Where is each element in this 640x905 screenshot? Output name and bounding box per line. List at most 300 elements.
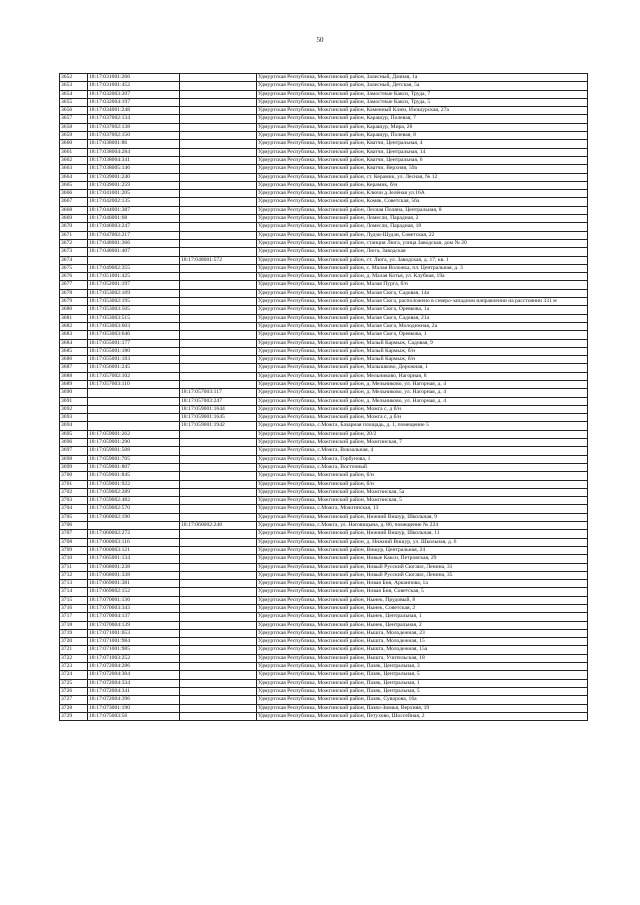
address-cell: Удмуртская Республика, Можгинский район, Новая Бия, Советская, 5 <box>257 588 588 596</box>
cadastral-number-cell: 18:17:059001:290 <box>88 439 180 447</box>
address-cell: Удмуртская Республика, с.Можга, ул. Наговицына, д. 86, помещение № 224 <box>257 522 588 530</box>
cadastral-number-cell: 18:17:038004:284 <box>88 148 180 156</box>
room-cadastral-number-cell <box>180 430 257 438</box>
row-number-cell: 3679 <box>60 298 88 306</box>
room-cadastral-number-cell <box>180 580 257 588</box>
address-cell: Удмуртская Республика, Можгинский район, Нижний Вишур, Школьная, 11 <box>257 530 588 538</box>
address-cell: Удмуртская Республика, Можгинский район, станция Люга, улица Заводская, дом № 20 <box>257 239 588 247</box>
address-cell: Удмуртская Республика, Можгинский район, б/н <box>257 472 588 480</box>
table-row <box>60 74 588 82</box>
address-cell: Удмуртская Республика, Можгинский район, Малая Сюга, Оревкова, 1 <box>257 331 588 339</box>
table-row <box>60 264 588 272</box>
room-cadastral-number-cell <box>180 364 257 372</box>
table-row <box>60 389 588 397</box>
room-cadastral-number-cell <box>180 181 257 189</box>
row-number-cell: 3687 <box>60 364 88 372</box>
row-number-cell: 3701 <box>60 480 88 488</box>
row-number-cell: 3676 <box>60 273 88 281</box>
cadastral-number-cell: 18:17:053002:195 <box>88 298 180 306</box>
table-row <box>60 563 588 571</box>
table-row <box>60 439 588 447</box>
table-row <box>60 513 588 521</box>
table-body <box>60 74 588 721</box>
row-number-cell: 3688 <box>60 372 88 380</box>
row-number-cell: 3714 <box>60 588 88 596</box>
row-number-cell: 3715 <box>60 596 88 604</box>
row-number-cell: 3708 <box>60 538 88 546</box>
table-row <box>60 306 588 314</box>
cadastral-number-cell: 18:17:038004:341 <box>88 156 180 164</box>
cadastral-number-cell: 18:17:031001:452 <box>88 82 180 90</box>
cadastral-number-cell <box>88 422 180 430</box>
address-cell: Удмуртская Республика, Можгинский район, Пазяк, Центральная, 3 <box>257 663 588 671</box>
address-cell: Удмуртская Республика, Можгинский район, Новый Русский Сюгаил, Ленина, 31 <box>257 563 588 571</box>
address-cell: Удмуртская Республика, Можгинский район, Ломесли, Парадная, 18 <box>257 223 588 231</box>
table-row <box>60 671 588 679</box>
row-number-cell: 3652 <box>60 74 88 82</box>
row-number-cell: 3724 <box>60 671 88 679</box>
row-number-cell: 3718 <box>60 621 88 629</box>
cadastral-number-cell <box>88 389 180 397</box>
row-number-cell: 3728 <box>60 704 88 712</box>
row-number-cell: 3659 <box>60 132 88 140</box>
table-row <box>60 463 588 471</box>
table-row <box>60 646 588 654</box>
address-cell: Удмуртская Республика, Можгинский район, с. Малая Воложка, пл. Центральная, д. 3 <box>257 264 588 272</box>
room-cadastral-number-cell <box>180 115 257 123</box>
cadastral-number-cell: 18:17:037002:134 <box>88 115 180 123</box>
cadastral-number-cell: 18:17:065001:134 <box>88 555 180 563</box>
cadastral-number-cell: 18:17:059002:482 <box>88 497 180 505</box>
cadastral-number-cell: 18:17:059001:922 <box>88 480 180 488</box>
row-number-cell: 3722 <box>60 654 88 662</box>
row-number-cell: 3711 <box>60 563 88 571</box>
table-row <box>60 190 588 198</box>
room-cadastral-number-cell <box>180 380 257 388</box>
cadastral-number-cell: 18:17:037002:138 <box>88 123 180 131</box>
address-cell: Удмуртская Республика, Можгинский район, б/н <box>257 480 588 488</box>
cadastral-number-cell: 18:17:072004:286 <box>88 663 180 671</box>
address-cell: Удмуртская Республика, с.Можга, Горбунова, 1 <box>257 455 588 463</box>
room-cadastral-number-cell <box>180 82 257 90</box>
room-cadastral-number-cell <box>180 605 257 613</box>
address-cell: Удмуртская Республика, Можгинский район, Лудзи-Шудзи, Советская, 22 <box>257 231 588 239</box>
page-number: 50 <box>316 36 324 44</box>
cadastral-number-cell: 18:17:032003:207 <box>88 90 180 98</box>
row-number-cell: 3713 <box>60 580 88 588</box>
address-cell: Удмуртская Республика, Можгинский район, 20/2 <box>257 430 588 438</box>
row-number-cell: 3721 <box>60 646 88 654</box>
cadastral-number-cell: 18:17:071001:985 <box>88 646 180 654</box>
row-number-cell: 3661 <box>60 148 88 156</box>
address-cell: Удмуртская Республика, Можгинский район, Комяк, Советская, 56а <box>257 198 588 206</box>
address-cell: Удмуртская Республика, Можгинский район, Малая Сюга, расположено в северо-западном направлении на расстоянии 331 м <box>257 298 588 306</box>
table-row <box>60 372 588 380</box>
row-number-cell: 3678 <box>60 289 88 297</box>
address-cell: Удмуртская Республика, Можгинский район, Пазял-Зюмья, Верхняя, 19 <box>257 704 588 712</box>
room-cadastral-number-cell <box>180 447 257 455</box>
cadastral-number-cell: 18:17:070001:136 <box>88 596 180 604</box>
room-cadastral-number-cell <box>180 439 257 447</box>
cadastral-number-cell: 18:17:059002:289 <box>88 488 180 496</box>
cadastral-number-cell <box>88 522 180 530</box>
address-cell: Удмуртская Республика, Можгинский район, Мельниково, Нагорная, 8 <box>257 372 588 380</box>
cadastral-number-cell: 18:17:046001:68 <box>88 215 180 223</box>
room-cadastral-number-cell <box>180 123 257 131</box>
cadastral-number-cell: 18:17:056001:245 <box>88 364 180 372</box>
room-cadastral-number-cell <box>180 215 257 223</box>
address-cell: Удмуртская Республика, Можгинский район, Люга, Заводская <box>257 248 588 256</box>
table-row <box>60 497 588 505</box>
address-cell: Удмуртская Республика, Можгинский район, Малый Кармыж, б/н <box>257 356 588 364</box>
row-number-cell: 3727 <box>60 696 88 704</box>
row-number-cell: 3675 <box>60 264 88 272</box>
row-number-cell: 3702 <box>60 488 88 496</box>
address-cell: Удмуртская Республика, Можгинский район, Новый Русский Сюгаил, Ленина, 35 <box>257 571 588 579</box>
row-number-cell: 3710 <box>60 555 88 563</box>
cadastral-number-cell: 18:17:039001:259 <box>88 181 180 189</box>
room-cadastral-number-cell <box>180 132 257 140</box>
address-cell: Удмуртская Республика, Можгинский район, Кватчи, Центральная, 14 <box>257 148 588 156</box>
room-cadastral-number-cell <box>180 273 257 281</box>
room-cadastral-number-cell <box>180 98 257 106</box>
address-cell: Удмуртская Республика, Можгинский район, Новые Какси, Петровская, 29 <box>257 555 588 563</box>
room-cadastral-number-cell <box>180 588 257 596</box>
table-row <box>60 115 588 123</box>
cadastral-number-cell: 18:17:047002:217 <box>88 231 180 239</box>
room-cadastral-number-cell <box>180 513 257 521</box>
table-row <box>60 422 588 430</box>
room-cadastral-number-cell <box>180 314 257 322</box>
room-cadastral-number-cell <box>180 173 257 181</box>
table-row <box>60 289 588 297</box>
cadastral-number-cell: 18:17:044001:387 <box>88 206 180 214</box>
cadastral-number-cell: 18:17:059001:262 <box>88 430 180 438</box>
cadastral-number-cell: 18:17:048001:366 <box>88 239 180 247</box>
address-cell: Удмуртская Республика, Можгинский район, Керамик, б/н <box>257 181 588 189</box>
room-cadastral-number-cell <box>180 629 257 637</box>
address-cell: Удмуртская Республика, Можгинский район, Пазяк, Суворова, 16а <box>257 696 588 704</box>
row-number-cell: 3693 <box>60 414 88 422</box>
row-number-cell: 3692 <box>60 405 88 413</box>
cadastral-number-cell: 18:17:059001:508 <box>88 447 180 455</box>
room-cadastral-number-cell <box>180 372 257 380</box>
table-row <box>60 206 588 214</box>
table-row <box>60 447 588 455</box>
row-number-cell: 3671 <box>60 231 88 239</box>
room-cadastral-number-cell <box>180 322 257 330</box>
table-row <box>60 123 588 131</box>
row-number-cell: 3703 <box>60 497 88 505</box>
address-cell: Удмуртская Республика, Можгинский район, Залесный, Дачная, 1а <box>257 74 588 82</box>
cadastral-number-cell: 18:17:069001:381 <box>88 580 180 588</box>
cadastral-number-cell: 18:17:071001:984 <box>88 638 180 646</box>
cadastral-number-cell: 18:17:034001:248 <box>88 107 180 115</box>
cadastral-number-cell: 18:17:032004:197 <box>88 98 180 106</box>
table-row <box>60 679 588 687</box>
address-cell: Удмуртская Республика, с.Можга, Восточный <box>257 463 588 471</box>
address-cell: Удмуртская Республика, Можгинский район, Нынек, Советская, 2 <box>257 605 588 613</box>
table-row <box>60 173 588 181</box>
room-cadastral-number-cell <box>180 165 257 173</box>
address-cell: Удмуртская Республика, Можгинский район, Пазяк, Центральная, 1 <box>257 679 588 687</box>
table-row <box>60 331 588 339</box>
table-row <box>60 298 588 306</box>
table-row <box>60 687 588 695</box>
cadastral-number-cell: 18:17:053003:603 <box>88 322 180 330</box>
row-number-cell: 3699 <box>60 463 88 471</box>
row-number-cell: 3716 <box>60 605 88 613</box>
row-number-cell: 3726 <box>60 687 88 695</box>
address-cell: Удмуртская Республика, Можгинский район, Карашур, Полевая, 8 <box>257 132 588 140</box>
table-row <box>60 480 588 488</box>
room-cadastral-number-cell: 18:17:057003:247 <box>180 397 257 405</box>
row-number-cell: 3660 <box>60 140 88 148</box>
cadastral-number-cell: 18:17:042002:135 <box>88 198 180 206</box>
row-number-cell: 3691 <box>60 397 88 405</box>
room-cadastral-number-cell <box>180 331 257 339</box>
room-cadastral-number-cell <box>180 671 257 679</box>
table-row <box>60 273 588 281</box>
cadastral-number-cell: 18:17:041001:205 <box>88 190 180 198</box>
cadastral-number-cell: 18:17:060002:190 <box>88 513 180 521</box>
row-number-cell: 3707 <box>60 530 88 538</box>
table-row <box>60 156 588 164</box>
room-cadastral-number-cell <box>180 463 257 471</box>
cadastral-number-cell <box>88 397 180 405</box>
address-cell: Удмуртская Республика, Можгинский район, ст. Керамик, ул. Лесная, № 12 <box>257 173 588 181</box>
address-cell: Удмуртская Республика, Можгинский район, Петухово, Шоссейная, 2 <box>257 712 588 720</box>
table-row <box>60 140 588 148</box>
room-cadastral-number-cell <box>180 198 257 206</box>
address-cell: Удмуртская Республика, Можгинский район, Ключи д.Зелёная ул.16А <box>257 190 588 198</box>
cadastral-number-cell: 18:17:060003:116 <box>88 538 180 546</box>
table-row <box>60 215 588 223</box>
row-number-cell: 3705 <box>60 513 88 521</box>
room-cadastral-number-cell <box>180 538 257 546</box>
cadastral-number-cell: 18:17:053003:515 <box>88 314 180 322</box>
table-row <box>60 98 588 106</box>
address-cell: Удмуртская Республика, Можгинский район, Пазяк, Центральная, 5 <box>257 671 588 679</box>
cadastral-number-cell: 18:17:059001:705 <box>88 455 180 463</box>
cadastral-number-cell: 18:17:052001:197 <box>88 281 180 289</box>
cadastral-number-cell: 18:17:038005:146 <box>88 165 180 173</box>
room-cadastral-number-cell <box>180 223 257 231</box>
room-cadastral-number-cell <box>180 663 257 671</box>
room-cadastral-number-cell <box>180 347 257 355</box>
cadastral-number-cell: 18:17:048001:407 <box>88 248 180 256</box>
table-row <box>60 231 588 239</box>
cadastral-number-cell: 18:17:072004:396 <box>88 696 180 704</box>
cadastral-number-cell: 18:17:072004:334 <box>88 679 180 687</box>
row-number-cell: 3663 <box>60 165 88 173</box>
cadastral-number-cell: 18:17:057002:102 <box>88 372 180 380</box>
row-number-cell: 3662 <box>60 156 88 164</box>
table-row <box>60 546 588 554</box>
cadastral-number-cell: 18:17:073001:190 <box>88 704 180 712</box>
cadastral-number-cell <box>88 256 180 264</box>
room-cadastral-number-cell: 18:17:059001:1645 <box>180 414 257 422</box>
room-cadastral-number-cell <box>180 148 257 156</box>
cadastral-number-cell: 18:17:072004:304 <box>88 671 180 679</box>
address-cell: Удмуртская Республика, Можгинский район, Нынек, Прудовый, 8 <box>257 596 588 604</box>
address-cell: Удмуртская Республика, Можгинский район, Малый Кармыж, Садовая, 9 <box>257 339 588 347</box>
address-cell: Удмуртская Республика, Можгинский район, Каменный Ключ, Изошурская, 27а <box>257 107 588 115</box>
room-cadastral-number-cell <box>180 497 257 505</box>
row-number-cell: 3682 <box>60 322 88 330</box>
cadastral-number-cell: 18:17:075003:56 <box>88 712 180 720</box>
row-number-cell: 3666 <box>60 190 88 198</box>
cadastral-number-cell: 18:17:068001:238 <box>88 563 180 571</box>
address-cell: Удмуртская Республика, Можгинский район, Новая Бия, Аркаипова, 1а <box>257 580 588 588</box>
address-cell: Удмуртская Республика, Можгинский район, Карашур, Мира, 28 <box>257 123 588 131</box>
row-number-cell: 3720 <box>60 638 88 646</box>
row-number-cell: 3665 <box>60 181 88 189</box>
room-cadastral-number-cell <box>180 480 257 488</box>
address-cell: Удмуртская Республика, Можгинский район, Ломесли, Парадная, 2 <box>257 215 588 223</box>
table-row <box>60 455 588 463</box>
room-cadastral-number-cell <box>180 248 257 256</box>
row-number-cell: 3698 <box>60 455 88 463</box>
room-cadastral-number-cell <box>180 74 257 82</box>
room-cadastral-number-cell <box>180 596 257 604</box>
table-row <box>60 347 588 355</box>
row-number-cell: 3655 <box>60 98 88 106</box>
table-row <box>60 364 588 372</box>
cadastral-number-cell: 18:17:070004:139 <box>88 621 180 629</box>
table-row <box>60 82 588 90</box>
address-cell: Удмуртская Республика, Можгинский район, Нышга, Молодежная, 23 <box>257 629 588 637</box>
address-cell: Удмуртская Республика, Можгинский район, д. Мельниково, ул. Нагорная, д. 4 <box>257 397 588 405</box>
row-number-cell: 3656 <box>60 107 88 115</box>
room-cadastral-number-cell <box>180 646 257 654</box>
address-cell: Удмуртская Республика, Можгинский район, д. Нижний Вишур, ул. Школьная, д. 6 <box>257 538 588 546</box>
table-row <box>60 248 588 256</box>
cadastral-number-cell: 18:17:070004:137 <box>88 613 180 621</box>
row-number-cell: 3709 <box>60 546 88 554</box>
room-cadastral-number-cell <box>180 239 257 247</box>
row-number-cell: 3680 <box>60 306 88 314</box>
table-row <box>60 397 588 405</box>
cadastral-number-cell: 18:17:051001:425 <box>88 273 180 281</box>
cadastral-number-cell: 18:17:070003:343 <box>88 605 180 613</box>
row-number-cell: 3690 <box>60 389 88 397</box>
room-cadastral-number-cell <box>180 90 257 98</box>
room-cadastral-number-cell <box>180 654 257 662</box>
table-row <box>60 488 588 496</box>
room-cadastral-number-cell <box>180 339 257 347</box>
cadastral-number-cell: 18:17:053003:505 <box>88 306 180 314</box>
table-row <box>60 704 588 712</box>
cadastral-number-cell: 18:17:053003:646 <box>88 331 180 339</box>
cadastral-number-cell: 18:17:059001:807 <box>88 463 180 471</box>
room-cadastral-number-cell <box>180 712 257 720</box>
cadastral-number-cell: 18:17:059002:570 <box>88 505 180 513</box>
cadastral-number-cell: 18:17:046003:247 <box>88 223 180 231</box>
address-cell: Удмуртская Республика, Можгинский район, Малая Сюга, Оревкова, 1а <box>257 306 588 314</box>
row-number-cell: 3704 <box>60 505 88 513</box>
address-cell: Удмуртская Республика, Можгинский район, Залесный, Детская, 5а <box>257 82 588 90</box>
address-cell: Удмуртская Республика, Можгинский район, Кватчи, Верхняя, 59а <box>257 165 588 173</box>
room-cadastral-number-cell <box>180 455 257 463</box>
room-cadastral-number-cell <box>180 687 257 695</box>
table-row <box>60 356 588 364</box>
room-cadastral-number-cell: 18:17:059001:1942 <box>180 422 257 430</box>
address-cell: Удмуртская Республика, Можгинский район, Нынек, Центральная, 2 <box>257 621 588 629</box>
address-cell: Удмуртская Республика, Можгинский район, Можгинская, 7 <box>257 439 588 447</box>
table-row <box>60 588 588 596</box>
address-cell: Удмуртская Республика, Можгинский район, ст. Люга, ул. Заводская, д. 17, кв. 1 <box>257 256 588 264</box>
cadastral-number-cell: 18:17:069002:152 <box>88 588 180 596</box>
table-row <box>60 314 588 322</box>
address-cell: Удмуртская Республика, Можгинский район, Нынек, Центральная, 1 <box>257 613 588 621</box>
address-cell: Удмуртская Республика, Можгинский район, Нышга, Молодежная, 15а <box>257 646 588 654</box>
cadastral-number-cell: 18:17:060003:121 <box>88 546 180 554</box>
room-cadastral-number-cell <box>180 281 257 289</box>
room-cadastral-number-cell <box>180 696 257 704</box>
table-row <box>60 505 588 513</box>
address-cell: Удмуртская Республика, Можгинский район, Кватчи, Центральная, 4 <box>257 140 588 148</box>
table-row <box>60 555 588 563</box>
room-cadastral-number-cell <box>180 356 257 364</box>
property-register-table <box>59 73 588 721</box>
table-row <box>60 405 588 413</box>
address-cell: Удмуртская Республика, с.Можга, Вокзальная, 4 <box>257 447 588 455</box>
table-row <box>60 613 588 621</box>
cadastral-number-cell <box>88 405 180 413</box>
address-cell: Удмуртская Республика, Можгинский район, Малая Пурга, б/н <box>257 281 588 289</box>
row-number-cell: 3684 <box>60 339 88 347</box>
row-number-cell: 3672 <box>60 239 88 247</box>
table-row <box>60 530 588 538</box>
room-cadastral-number-cell <box>180 231 257 239</box>
row-number-cell: 3712 <box>60 571 88 579</box>
table-row <box>60 107 588 115</box>
cadastral-number-cell: 18:17:059001:845 <box>88 472 180 480</box>
table-row <box>60 281 588 289</box>
table-row <box>60 339 588 347</box>
table-row <box>60 165 588 173</box>
address-cell: Удмуртская Республика, Можгинский район, Можга с, д б/н <box>257 405 588 413</box>
cadastral-number-cell: 18:17:055001:177 <box>88 339 180 347</box>
room-cadastral-number-cell <box>180 505 257 513</box>
room-cadastral-number-cell <box>180 613 257 621</box>
room-cadastral-number-cell <box>180 107 257 115</box>
table-row <box>60 538 588 546</box>
address-cell: Удмуртская Республика, Можгинский район, Малая Сюга, Молодежная, 2а <box>257 322 588 330</box>
table-row <box>60 605 588 613</box>
row-number-cell: 3677 <box>60 281 88 289</box>
cadastral-number-cell: 18:17:060002:272 <box>88 530 180 538</box>
cadastral-number-cell: 18:17:071001:653 <box>88 629 180 637</box>
table-row <box>60 654 588 662</box>
table-row <box>60 522 588 530</box>
row-number-cell: 3685 <box>60 347 88 355</box>
address-cell: Удмуртская Республика, Можгинский район, Малая Сюга, Садовая, 21а <box>257 314 588 322</box>
table-row <box>60 629 588 637</box>
cadastral-number-cell: 18:17:055001:183 <box>88 356 180 364</box>
row-number-cell: 3717 <box>60 613 88 621</box>
row-number-cell: 3673 <box>60 248 88 256</box>
table-row <box>60 712 588 720</box>
address-cell: Удмуртская Республика, Можгинский район, Можгинская, 5а <box>257 488 588 496</box>
table-row <box>60 223 588 231</box>
row-number-cell: 3668 <box>60 206 88 214</box>
row-number-cell: 3706 <box>60 522 88 530</box>
room-cadastral-number-cell <box>180 563 257 571</box>
room-cadastral-number-cell <box>180 571 257 579</box>
row-number-cell: 3689 <box>60 380 88 388</box>
